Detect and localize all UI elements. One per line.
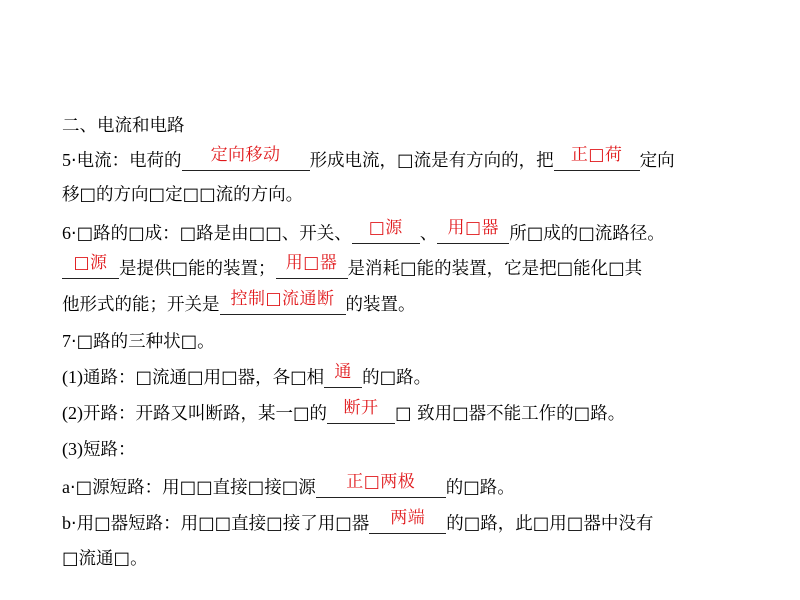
item-7-sub-2: (2)开路：开路又叫断路，某一□的 断开 □ 致用□器不能工作的□路。 — [62, 398, 626, 424]
answer-blank: 通 — [324, 365, 362, 388]
answer-blank: 用□器 — [276, 256, 348, 279]
item-number: 7 — [62, 331, 71, 351]
item-number: 6 — [62, 223, 71, 243]
answer-blank: 正□荷 — [554, 148, 640, 171]
answer-blank: 正□两极 — [316, 475, 446, 498]
item-7-sub-3b: b·用□器短路：用□□直接□接了用□器 两端 的□路，此□用□器中没有 — [62, 508, 654, 534]
section-heading: 二、电流和电路 — [62, 116, 185, 136]
answer-blank: 控制□流通断 — [220, 292, 346, 315]
answer-blank: □源 — [62, 256, 119, 279]
item-5-line-1: 5·电流：电荷的 定向移动 形成电流，□流是有方向的，把 正□荷 定向 — [62, 145, 675, 171]
item-7-sub-3: (3)短路： — [62, 439, 136, 460]
answer-blank: 用□器 — [437, 221, 509, 244]
answer-blank: 断开 — [327, 401, 395, 424]
answer-blank: 定向移动 — [182, 148, 310, 171]
item-6-line-2: □源 是提供□能的装置； 用□器 是消耗□能的装置，它是把□能化□其 — [62, 256, 642, 282]
item-7-sub-3b-cont: □流通□。 — [62, 549, 148, 569]
answer-blank: □源 — [352, 221, 420, 244]
item-6-line-1: 6·□路的□成：□路是由□□、开关、 □源 、 用□器 所□成的□流路径。 — [62, 218, 665, 244]
item-7-sub-1: (1)通路：□流通□用□器，各□相 通 的□路。 — [62, 362, 432, 388]
item-5-line-2: 移□的方向□定□□流的方向。 — [62, 185, 304, 205]
item-6-line-3: 他形式的能；开关是 控制□流通断 的装置。 — [62, 289, 416, 315]
item-number: 5 — [62, 150, 71, 170]
answer-blank: 两端 — [369, 511, 446, 534]
item-7-sub-3a: a·□源短路：用□□直接□接□源 正□两极 的□路。 — [62, 472, 515, 498]
item-7-line-1: 7·□路的三种状□。 — [62, 331, 215, 352]
